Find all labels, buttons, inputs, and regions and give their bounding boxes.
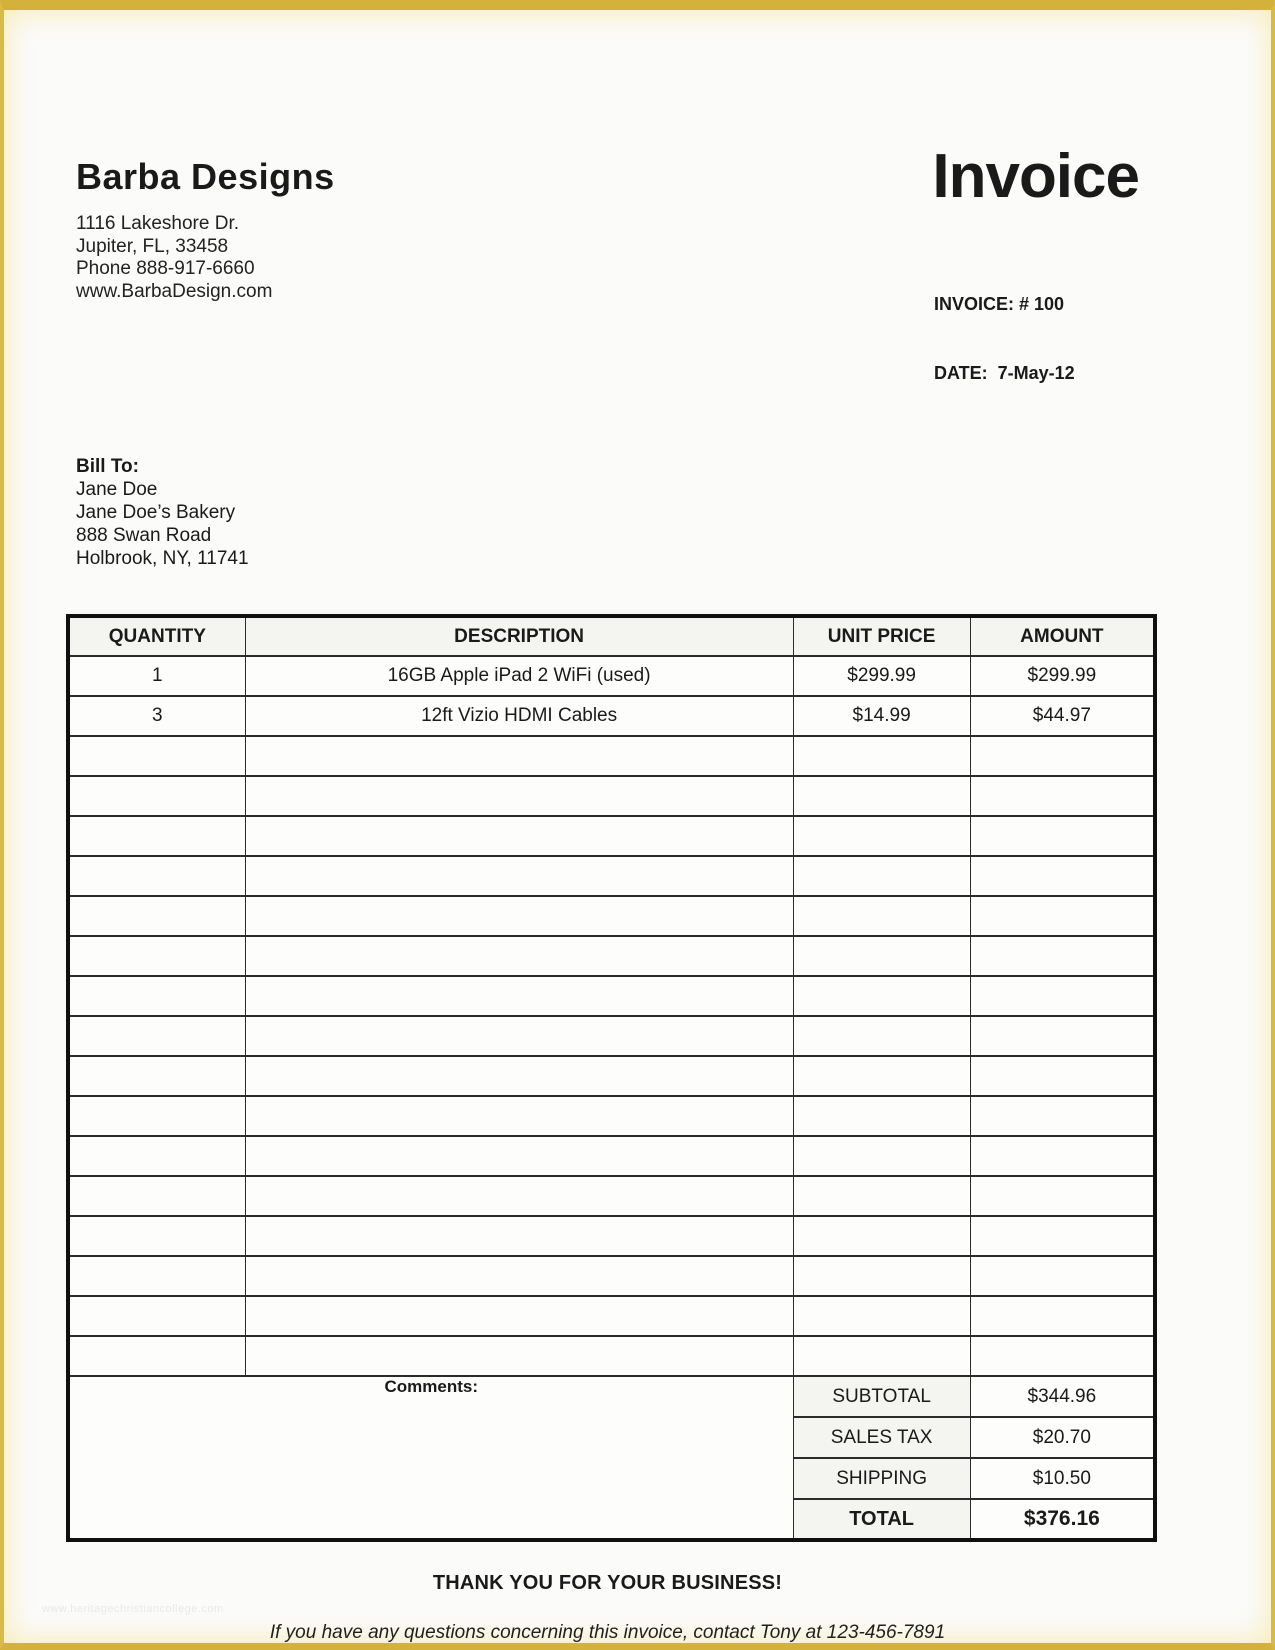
line-item-quantity: 1: [68, 656, 245, 696]
empty-cell: [68, 816, 245, 856]
invoice-title: Invoice: [932, 142, 1139, 211]
empty-line-item-row: [68, 1096, 1155, 1136]
comments-label: Comments:: [384, 1377, 479, 1396]
bill-to-line: Holbrook, NY, 11741: [76, 548, 249, 569]
empty-line-item-row: [68, 936, 1155, 976]
bill-to-line: 888 Swan Road: [76, 525, 212, 546]
empty-cell: [68, 896, 245, 936]
empty-cell: [793, 1056, 970, 1096]
line-item-quantity: 3: [68, 696, 245, 736]
total-label-sales-tax: SALES TAX: [793, 1417, 970, 1458]
empty-line-item-row: [68, 816, 1155, 856]
empty-cell: [245, 1296, 793, 1336]
empty-cell: [970, 1296, 1155, 1336]
line-item-description: 12ft Vizio HDMI Cables: [245, 696, 793, 736]
empty-cell: [245, 1056, 793, 1096]
line-item-description: 16GB Apple iPad 2 WiFi (used): [245, 656, 793, 696]
empty-cell: [68, 856, 245, 896]
bill-to-line: Jane Doe: [76, 479, 158, 500]
comments-area: [68, 1376, 793, 1540]
page-footer: [66, 1572, 1149, 1644]
table-header-row: [68, 616, 1155, 656]
empty-cell: [68, 1336, 245, 1376]
empty-line-item-row: [68, 1256, 1155, 1296]
empty-cell: [245, 1216, 793, 1256]
empty-cell: [793, 896, 970, 936]
empty-line-item-row: [68, 856, 1155, 896]
contact-message: If you have any questions concerning this invoice, contact Tony at 123-456-7891: [269, 1622, 946, 1643]
empty-cell: [245, 1256, 793, 1296]
watermark: www.heritagechristiancollege.com: [42, 1603, 224, 1615]
empty-cell: [68, 776, 245, 816]
empty-line-item-row: [68, 1336, 1155, 1376]
empty-cell: [793, 1296, 970, 1336]
empty-cell: [970, 1176, 1155, 1216]
empty-line-item-row: [68, 736, 1155, 776]
invoice-header-block: [849, 142, 1149, 431]
empty-cell: [970, 936, 1155, 976]
company-website: www.BarbaDesign.com: [76, 280, 273, 302]
empty-cell: [793, 1256, 970, 1296]
empty-cell: [68, 1256, 245, 1296]
empty-line-item-row: [68, 1216, 1155, 1256]
empty-cell: [68, 936, 245, 976]
empty-cell: [793, 1016, 970, 1056]
thank-you-message: THANK YOU FOR YOUR BUSINESS!: [432, 1572, 783, 1594]
line-items-table: [66, 614, 1157, 1542]
column-header-unit-price: UNIT PRICE: [793, 616, 970, 656]
bill-to-label: Bill To:: [76, 456, 139, 477]
empty-line-item-row: [68, 896, 1155, 936]
empty-cell: [245, 976, 793, 1016]
empty-line-item-row: [68, 1136, 1155, 1176]
totals-row-subtotal: [68, 1376, 1155, 1417]
empty-cell: [970, 1336, 1155, 1376]
empty-line-item-row: [68, 1176, 1155, 1216]
empty-cell: [970, 856, 1155, 896]
line-item-row: [68, 696, 1155, 736]
empty-cell: [793, 1176, 970, 1216]
empty-cell: [970, 1256, 1155, 1296]
empty-cell: [68, 1216, 245, 1256]
empty-cell: [245, 776, 793, 816]
total-value-shipping: $10.50: [970, 1458, 1155, 1499]
empty-cell: [245, 1176, 793, 1216]
empty-cell: [793, 1136, 970, 1176]
company-address-line: 1116 Lakeshore Dr.: [76, 213, 240, 234]
empty-cell: [793, 936, 970, 976]
empty-cell: [245, 736, 793, 776]
bill-to-block: [76, 455, 1149, 570]
empty-cell: [793, 816, 970, 856]
empty-cell: [68, 1176, 245, 1216]
line-item-row: [68, 656, 1155, 696]
empty-cell: [793, 976, 970, 1016]
empty-cell: [245, 856, 793, 896]
empty-cell: [68, 1136, 245, 1176]
empty-cell: [970, 816, 1155, 856]
empty-cell: [793, 1336, 970, 1376]
empty-cell: [245, 816, 793, 856]
empty-cell: [68, 1016, 245, 1056]
empty-cell: [245, 936, 793, 976]
empty-cell: [970, 976, 1155, 1016]
empty-cell: [793, 1096, 970, 1136]
line-item-amount: $299.99: [970, 656, 1155, 696]
empty-cell: [793, 856, 970, 896]
empty-cell: [793, 776, 970, 816]
empty-cell: [245, 1336, 793, 1376]
empty-cell: [68, 736, 245, 776]
empty-line-item-row: [68, 1056, 1155, 1096]
empty-line-item-row: [68, 1016, 1155, 1056]
empty-cell: [245, 896, 793, 936]
empty-cell: [970, 776, 1155, 816]
line-item-amount: $44.97: [970, 696, 1155, 736]
total-label-shipping: SHIPPING: [793, 1458, 970, 1499]
empty-cell: [793, 736, 970, 776]
empty-cell: [793, 1216, 970, 1256]
company-address-line: Phone 888-917-6660: [76, 258, 255, 279]
empty-cell: [68, 1096, 245, 1136]
empty-cell: [68, 976, 245, 1016]
empty-cell: [68, 1296, 245, 1336]
empty-cell: [245, 1136, 793, 1176]
company-address: [76, 213, 849, 303]
invoice-meta: [849, 247, 1149, 431]
empty-cell: [970, 1016, 1155, 1056]
empty-line-item-row: [68, 976, 1155, 1016]
empty-cell: [970, 1216, 1155, 1256]
bill-to-line: Jane Doe’s Bakery: [76, 502, 236, 523]
total-label-subtotal: SUBTOTAL: [793, 1376, 970, 1417]
line-item-unit-price: $14.99: [793, 696, 970, 736]
line-item-unit-price: $299.99: [793, 656, 970, 696]
column-header-description: DESCRIPTION: [245, 616, 793, 656]
company-block: [76, 155, 849, 431]
company-name: Barba Designs: [76, 156, 335, 197]
empty-cell: [970, 1136, 1155, 1176]
empty-line-item-row: [68, 776, 1155, 816]
total-value-subtotal: $344.96: [970, 1376, 1155, 1417]
empty-cell: [970, 736, 1155, 776]
empty-cell: [245, 1096, 793, 1136]
page-header: [76, 142, 1149, 431]
total-label-total: TOTAL: [793, 1499, 970, 1540]
total-value-total: $376.16: [970, 1499, 1155, 1540]
invoice-number: INVOICE: # 100: [934, 294, 1065, 314]
company-address-line: Jupiter, FL, 33458: [76, 235, 229, 257]
column-header-amount: AMOUNT: [970, 616, 1155, 656]
column-header-quantity: QUANTITY: [68, 616, 245, 656]
empty-cell: [970, 1056, 1155, 1096]
empty-cell: [245, 1016, 793, 1056]
total-value-sales-tax: $20.70: [970, 1417, 1155, 1458]
invoice-date: DATE: 7-May-12: [934, 363, 1075, 383]
empty-cell: [68, 1056, 245, 1096]
empty-cell: [970, 896, 1155, 936]
empty-cell: [970, 1096, 1155, 1136]
empty-line-item-row: [68, 1296, 1155, 1336]
